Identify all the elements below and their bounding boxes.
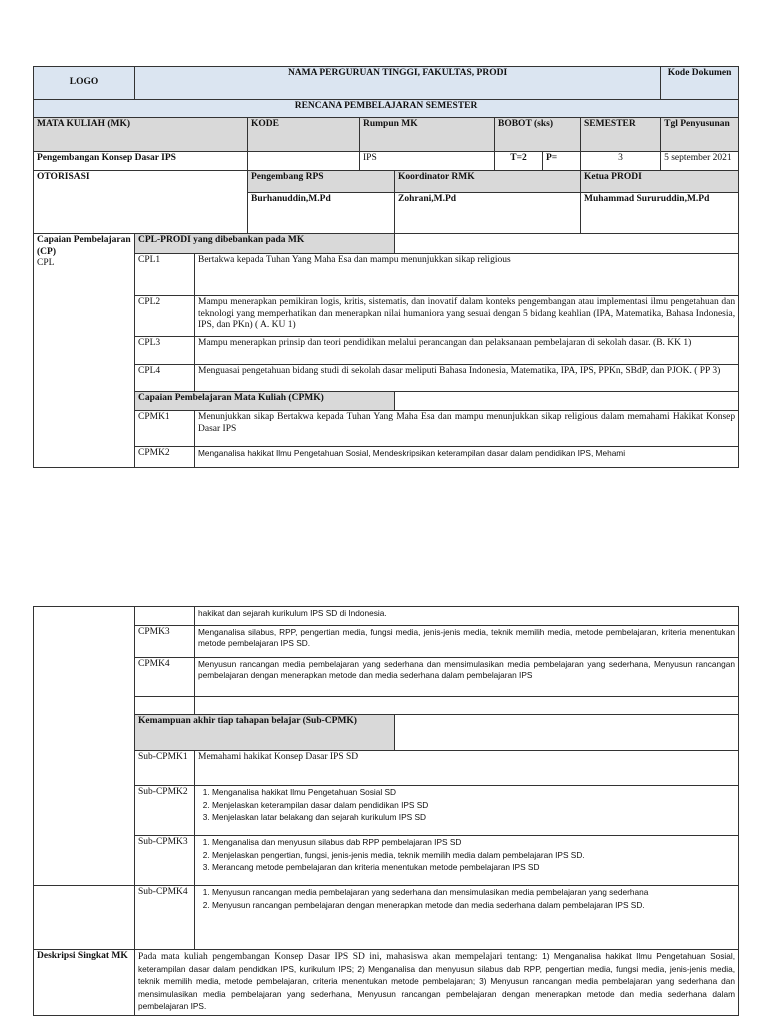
otorisasi-label: OTORISASI (34, 171, 248, 234)
subcpmk4-left-cell (34, 886, 135, 950)
cpmk3-code: CPMK3 (135, 626, 195, 658)
cpmk4-code: CPMK4 (135, 658, 195, 697)
cp-continued-cell (34, 607, 135, 886)
cpl4-code: CPL4 (135, 365, 195, 392)
logo: LOGO (34, 67, 135, 100)
cpmk4-text: Menyusun rancangan media pembelajaran yang sederhana dan mensimulasikan media pembelajaran yang sederhana, Menyusun rancangan pembelajaran dengan menerapkan metode dan media sederhana dalam pembelajaran IPS (195, 658, 739, 697)
subcpmk-heading-blank (395, 715, 739, 751)
course-rumpun: IPS (360, 152, 495, 171)
semester-header: SEMESTER (581, 118, 661, 152)
institution-title: NAMA PERGURUAN TINGGI, FAKULTAS, PRODI (135, 67, 661, 100)
kode-header: KODE (248, 118, 360, 152)
subcpmk4-list-cell (195, 886, 739, 950)
subcpmk4-item: 1. Menyusun rancangan media pembelajaran yang sederhana dan mensimulasikan media pembelajaran yang sederhana (212, 887, 735, 898)
subcpmk4-code: Sub-CPMK4 (135, 886, 195, 950)
cpl4-text: Menguasai pengetahuan bidang studi di sekolah dasar meliputi Bahasa Indonesia, Matematika, IPA, IPS, PPKn, SBdP, dan PJOK. ( PP 3) (195, 365, 739, 392)
cpl3-text: Mampu menerapkan prinsip dan teori pendidikan melalui perancangan dan pelaksanaan pembelajaran di sekolah dasar. (B. KK 1) (195, 337, 739, 365)
subcpmk1-text: Memahami hakikat Konsep Dasar IPS SD (195, 751, 739, 786)
cpmk2-text: Menganalisa hakikat Ilmu Pengetahuan Sosial, Mendeskripsikan keterampilan dasar dalam pendidikan IPS, Mehami (195, 447, 739, 468)
cpmk3-text: Menganalisa silabus, RPP, pengertian media, fungsi media, jenis-jenis media, teknik memilih media, metode pembelajaran, kriteria menentukan metode pembelajaran IPS SD. (195, 626, 739, 658)
subcpmk3-list (198, 837, 735, 873)
pengembang-name: Burhanuddin,M.Pd (248, 193, 395, 234)
course-semester: 3 (581, 152, 661, 171)
blank-text (195, 697, 739, 715)
rps-table-bottom (33, 606, 739, 1016)
subcpmk3-code: Sub-CPMK3 (135, 836, 195, 886)
pengembang-label: Pengembang RPS (248, 171, 395, 193)
cpl-heading-blank (395, 234, 739, 254)
subcpmk2-item: 2. Menjelaskan keterampilan dasar dalam pendidikan IPS SD (212, 800, 735, 811)
course-code (248, 152, 360, 171)
cpl2-text: Mampu menerapkan pemikiran logis, kritis, sistematis, dan inovatif dalam konteks pengembangan atau implementasi ilmu pengetahuan dan teknologi yang memperhatikan dan menerapkan nilai humaniora yang sesuai dengan 5 bidang keahlian (IPA, Matematika, Bahasa Indonesia, IPS, dan PKn) ( A. KU 1) (195, 296, 739, 337)
subcpmk1-code: Sub-CPMK1 (135, 751, 195, 786)
doc-code: Kode Dokumen (661, 67, 739, 100)
subcpmk3-item: 1. Menganalisa dan menyusun silabus dab RPP pembelajaran IPS SD (212, 837, 735, 848)
rps-page-2 (33, 606, 738, 1016)
course-p: P= (543, 152, 581, 171)
rumpun-header: Rumpun MK (360, 118, 495, 152)
cpmk-heading-blank (395, 392, 739, 411)
cpmk1-code: CPMK1 (135, 411, 195, 447)
cpl-label: CPL (37, 258, 55, 268)
deskripsi-intro: Pada mata kuliah pengembangan Konsep Dasar IPS SD ini, mahasiswa akan mempelajari tentang: (138, 952, 543, 962)
subcpmk3-item: 3. Merancang metode pembelajaran dan kriteria menentukan metode pembelajaran IPS SD (212, 862, 735, 873)
cpl2-code: CPL2 (135, 296, 195, 337)
bobot-header: BOBOT (sks) (495, 118, 581, 152)
deskripsi-text: 1) Menganalisa hakikat Ilmu Pengetahuan Sosial, keterampilan dasar dalam pendidkan IPS, kurikulum IPS; 2) Menganalisa dan menyusun silabus dab RPP, pengertian media, fungsi media, jenis-jenis media, teknik memilih media, metode pembelajaran, criteria menentukan metode pembelajaran; 3) Menyusun rancangan media pembelajaran yang sederhana dan mensimulasikan media pembelajaran yang sederhana, Menyusun rancangan pembelajaran dengan menerapkan metode dan media sederhana dalam pembelajaran IPS. (138, 951, 735, 1011)
ketua-name: Muhammad Sururuddin,M.Pd (581, 193, 739, 234)
cpl1-code: CPL1 (135, 254, 195, 296)
doc-title: RENCANA PEMBELAJARAN SEMESTER (34, 100, 739, 118)
rps-page-1 (33, 66, 738, 468)
koordinator-name: Zohrani,M.Pd (395, 193, 581, 234)
koordinator-label: Koordinator RMK (395, 171, 581, 193)
cpmk2-code: CPMK2 (135, 447, 195, 468)
course-t: T=2 (495, 152, 543, 171)
subcpmk4-item: 2. Menyusun rancangan pembelajaran dengan menerapkan metode dan media sederhana dalam pembelajaran IPS SD. (212, 900, 735, 911)
cpl-heading: CPL-PRODI yang dibebankan pada MK (135, 234, 395, 254)
deskripsi-label: Deskripsi Singkat MK (34, 950, 135, 1016)
subcpmk4-list (198, 887, 735, 910)
subcpmk2-code: Sub-CPMK2 (135, 786, 195, 836)
course-name: Pengembangan Konsep Dasar IPS (34, 152, 248, 171)
subcpmk2-item: 3. Menjelaskan latar belakang dan sejarah kurikulum IPS SD (212, 812, 735, 823)
cpl1-text: Bertakwa kepada Tuhan Yang Maha Esa dan mampu menunjukkan sikap religious (195, 254, 739, 296)
subcpmk-heading: Kemampuan akhir tiap tahapan belajar (Sub-CPMK) (135, 715, 395, 751)
cpl3-code: CPL3 (135, 337, 195, 365)
blank-code (135, 697, 195, 715)
deskripsi-cell (135, 950, 739, 1016)
cp-label-cell (34, 234, 135, 468)
cpmk2-cont-text: hakikat dan sejarah kurikulum IPS SD di Indonesia. (195, 607, 739, 626)
subcpmk2-list (198, 787, 735, 823)
cpmk1-text: Menunjukkan sikap Bertakwa kepada Tuhan Yang Maha Esa dan mampu menunjukkan sikap religious dalam memahami Hakikat Konsep Dasar IPS (195, 411, 739, 447)
subcpmk3-item: 2. Menjelaskan pengertian, fungsi, jenis-jenis media, teknik memilih media dalam pembelajaran IPS SD. (212, 850, 735, 861)
cpmk2-cont-code (135, 607, 195, 626)
course-date: 5 september 2021 (661, 152, 739, 171)
mk-header: MATA KULIAH (MK) (34, 118, 248, 152)
subcpmk2-list-cell (195, 786, 739, 836)
cpmk-heading: Capaian Pembelajaran Mata Kuliah (CPMK) (135, 392, 395, 411)
rps-table-top (33, 66, 739, 468)
cp-label: Capaian Pembelajaran (CP) (37, 235, 131, 257)
subcpmk3-list-cell (195, 836, 739, 886)
tgl-header: Tgl Penyusunan (661, 118, 739, 152)
subcpmk2-item: 1. Menganalisa hakikat Ilmu Pengetahuan Sosial SD (212, 787, 735, 798)
ketua-label: Ketua PRODI (581, 171, 739, 193)
